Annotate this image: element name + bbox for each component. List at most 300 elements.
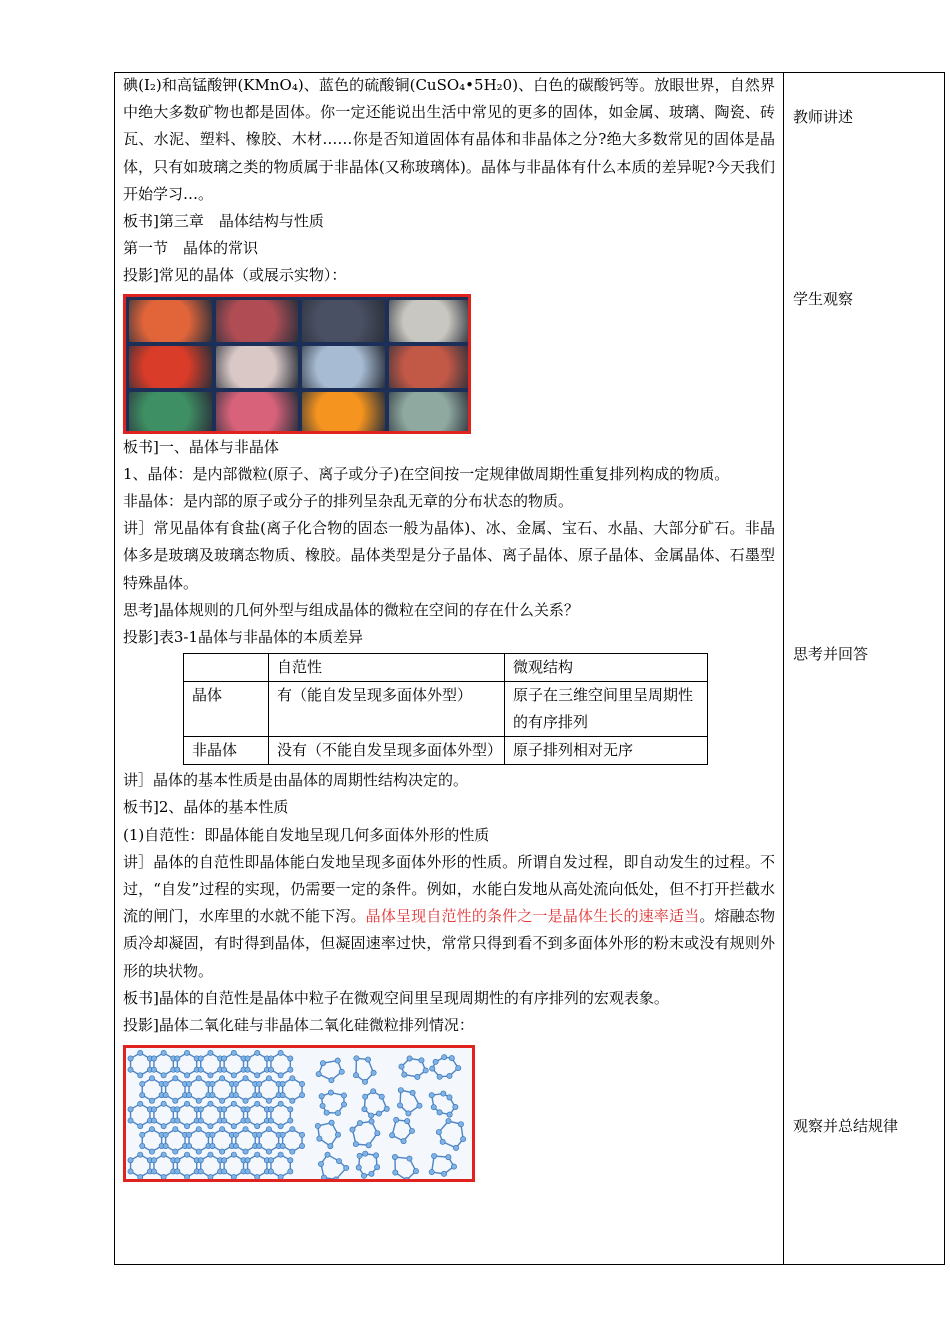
amorphous-definition: 非晶体：是内部的原子或分子的排列呈杂乱无章的分布状态的物质。 — [123, 492, 574, 511]
atom — [290, 1076, 295, 1081]
atom — [161, 1152, 166, 1157]
atom — [184, 1073, 189, 1078]
hexagon-ring — [177, 1053, 196, 1075]
atom — [278, 1124, 283, 1129]
atom — [149, 1149, 154, 1154]
atom — [419, 1058, 424, 1063]
lecture-basic-property: 讲］晶体的基本性质是由晶体的周期性结构决定的。 — [123, 771, 469, 790]
atom — [376, 1111, 381, 1116]
atom — [430, 1066, 435, 1071]
atom — [255, 1175, 260, 1180]
atom — [138, 1051, 143, 1056]
hexagon-ring — [131, 1155, 150, 1177]
atom — [233, 1144, 238, 1149]
atom — [161, 1073, 166, 1078]
atom — [320, 1103, 325, 1108]
crystal-sample — [302, 300, 385, 342]
atom — [128, 1158, 133, 1163]
atom — [278, 1152, 283, 1157]
atom — [341, 1093, 346, 1098]
atom — [266, 1127, 271, 1132]
hexagon-ring — [224, 1053, 243, 1075]
atom — [138, 1101, 143, 1106]
atom — [415, 1075, 420, 1080]
table-row — [184, 737, 708, 765]
atom — [336, 1159, 341, 1164]
crystal-sample — [129, 300, 212, 342]
atom — [151, 1107, 156, 1112]
column-divider — [783, 72, 784, 1265]
board-heading-2: 板书]2、晶体的基本性质 — [123, 798, 289, 817]
atom — [231, 1051, 236, 1056]
side-note-think: 思考并回答 — [793, 645, 869, 663]
atom — [184, 1124, 189, 1129]
atom — [407, 1156, 412, 1161]
hexagon-ring — [283, 1079, 302, 1101]
atom — [399, 1064, 404, 1069]
atom — [208, 1101, 213, 1106]
atom — [128, 1107, 133, 1112]
atom — [151, 1056, 156, 1061]
hexagon-ring — [212, 1079, 231, 1101]
table-header-cell: 微观结构 — [505, 654, 708, 682]
table-cell: 原子排列相对无序 — [505, 737, 708, 765]
atom — [365, 1057, 370, 1062]
atom — [392, 1155, 397, 1160]
hexagon-ring — [248, 1155, 267, 1177]
atom — [431, 1105, 436, 1110]
atom — [278, 1051, 283, 1056]
atom — [255, 1124, 260, 1129]
atom — [363, 1151, 368, 1156]
atom — [266, 1098, 271, 1103]
crystal-grid — [126, 297, 471, 434]
atom — [320, 1061, 325, 1066]
atom — [222, 1118, 227, 1123]
hexagon-ring — [224, 1155, 243, 1177]
atom — [245, 1118, 250, 1123]
atom — [353, 1073, 358, 1078]
hexagon-ring — [131, 1053, 150, 1075]
atom — [268, 1169, 273, 1174]
atom — [362, 1107, 367, 1112]
atom — [406, 1111, 411, 1116]
atom — [299, 1144, 304, 1149]
atom — [208, 1073, 213, 1078]
atom — [196, 1076, 201, 1081]
atom — [401, 1139, 406, 1144]
atom — [233, 1093, 238, 1098]
atom — [453, 1105, 458, 1110]
projection-crystals-caption: 投影]常见的晶体（或展示实物）： — [123, 266, 347, 285]
atom — [288, 1107, 293, 1112]
crystal-sample — [389, 392, 472, 434]
atom — [184, 1175, 189, 1180]
atom — [210, 1144, 215, 1149]
atom — [173, 1149, 178, 1154]
atom — [257, 1144, 262, 1149]
atom — [140, 1144, 145, 1149]
atom — [398, 1088, 403, 1093]
hexagon-ring — [166, 1079, 185, 1101]
hexagon-ring — [224, 1104, 243, 1126]
atom — [219, 1098, 224, 1103]
atom — [394, 1118, 399, 1123]
table-cell: 原子在三维空间里呈周期性的有序排列 — [505, 682, 708, 737]
atom — [196, 1127, 201, 1132]
atom — [161, 1175, 166, 1180]
atom — [437, 1110, 442, 1115]
atom — [366, 1143, 371, 1148]
table-row — [184, 682, 708, 737]
hexagon-ring — [259, 1129, 278, 1151]
atom — [128, 1056, 133, 1061]
atom — [184, 1101, 189, 1106]
atom — [280, 1082, 285, 1087]
atom — [184, 1051, 189, 1056]
atom — [375, 1131, 380, 1136]
atom — [374, 1165, 379, 1170]
atom — [151, 1067, 156, 1072]
hexagon-ring — [271, 1104, 290, 1126]
atom — [288, 1067, 293, 1072]
atom — [290, 1098, 295, 1103]
atom — [413, 1169, 418, 1174]
atom — [268, 1118, 273, 1123]
atom — [198, 1169, 203, 1174]
atom — [208, 1175, 213, 1180]
atom — [288, 1118, 293, 1123]
main-column — [123, 72, 775, 1182]
atom — [219, 1149, 224, 1154]
crystal-sample — [302, 392, 385, 434]
atom — [329, 1078, 334, 1083]
atom — [243, 1098, 248, 1103]
atom — [384, 1107, 389, 1112]
atom — [268, 1056, 273, 1061]
atom — [325, 1152, 330, 1157]
atom — [315, 1124, 320, 1129]
atom — [138, 1175, 143, 1180]
atom — [163, 1082, 168, 1087]
lecture-text: 讲］晶体的自范性即晶体能白发地呈现多面体外形的性质。所谓自发过程，即自动发生的过程。不过，“自发”过程的实现，仍需要一定的条件。例如，水能白发地从高处流向低处，但不打开拦截水流的闸门，水库里的水就不能下泻。 — [123, 852, 775, 926]
atom — [149, 1098, 154, 1103]
hexagon-ring — [189, 1129, 208, 1151]
hexagon-ring — [142, 1079, 161, 1101]
hexagon-ring — [259, 1079, 278, 1101]
crystal-sample — [216, 392, 299, 434]
atom — [410, 1090, 415, 1095]
atom — [341, 1102, 346, 1107]
atom — [290, 1149, 295, 1154]
atom — [417, 1103, 422, 1108]
atom — [328, 1090, 333, 1095]
atom — [175, 1118, 180, 1123]
chapter-heading: 板书]第三章 晶体结构与性质 — [123, 212, 324, 231]
atom — [447, 1095, 452, 1100]
lecture-self-shaping — [123, 849, 775, 985]
atom — [163, 1132, 168, 1137]
atom — [453, 1146, 458, 1151]
atom — [151, 1169, 156, 1174]
atom — [350, 1127, 355, 1132]
atom — [288, 1169, 293, 1174]
atom — [407, 1056, 412, 1061]
irregular-ring — [400, 1090, 419, 1113]
crystal-sample — [129, 346, 212, 388]
atom — [280, 1144, 285, 1149]
atom — [278, 1073, 283, 1078]
atom — [186, 1082, 191, 1087]
atom — [243, 1076, 248, 1081]
atom — [231, 1124, 236, 1129]
atom — [339, 1069, 344, 1074]
hexagon-ring — [271, 1053, 290, 1075]
atom — [440, 1139, 445, 1144]
hexagon-ring — [236, 1079, 255, 1101]
atom — [140, 1082, 145, 1087]
atom — [335, 1111, 340, 1116]
emphasis-text: 晶体呈现自范性的条件之一是晶体生长的速率适当 — [365, 907, 700, 926]
hexagon-ring — [177, 1155, 196, 1177]
atom — [231, 1073, 236, 1078]
hexagon-ring — [154, 1104, 173, 1126]
table-header-cell — [184, 654, 269, 682]
atom — [456, 1066, 461, 1071]
atom — [460, 1137, 465, 1142]
atom — [128, 1067, 133, 1072]
atom — [149, 1076, 154, 1081]
atom — [196, 1149, 201, 1154]
atom — [433, 1059, 438, 1064]
crystal-sample — [389, 300, 472, 342]
hexagon-ring — [131, 1104, 150, 1126]
crystal-sample — [302, 346, 385, 388]
atom — [431, 1154, 436, 1159]
atom — [436, 1130, 441, 1135]
atom — [186, 1144, 191, 1149]
hexagon-ring — [154, 1155, 173, 1177]
atom — [280, 1093, 285, 1098]
atom — [404, 1178, 409, 1183]
atom — [198, 1056, 203, 1061]
side-note-summarize: 观察并总结规律 — [793, 1117, 899, 1135]
atom — [299, 1132, 304, 1137]
crystal-photo — [123, 294, 471, 434]
atom — [257, 1082, 262, 1087]
atom — [198, 1067, 203, 1072]
atom — [175, 1169, 180, 1174]
atom — [356, 1165, 361, 1170]
atom — [290, 1127, 295, 1132]
atom — [369, 1119, 374, 1124]
board-self-shaping-summary: 板书]晶体的自范性是晶体中粒子在微观空间里呈现周期性的有序排列的宏观表象。 — [123, 988, 669, 1007]
atom — [222, 1107, 227, 1112]
atom — [357, 1121, 362, 1126]
atom — [245, 1158, 250, 1163]
atom — [449, 1056, 454, 1061]
atom — [266, 1076, 271, 1081]
sio2-lattice-illustration — [126, 1048, 475, 1182]
atom — [210, 1132, 215, 1137]
hexagon-ring — [166, 1129, 185, 1151]
atom — [128, 1169, 133, 1174]
atom — [328, 1144, 333, 1149]
atom — [128, 1118, 133, 1123]
crystal-sample — [129, 392, 212, 434]
atom — [362, 1079, 367, 1084]
crystal-sample — [216, 300, 299, 342]
atom — [317, 1136, 322, 1141]
atom — [268, 1067, 273, 1072]
atom — [379, 1094, 384, 1099]
atom — [257, 1093, 262, 1098]
atom — [316, 1072, 321, 1077]
atom — [299, 1093, 304, 1098]
hexagon-ring — [248, 1053, 267, 1075]
atom — [266, 1149, 271, 1154]
atom — [175, 1158, 180, 1163]
atom — [371, 1070, 376, 1075]
table-cell: 晶体 — [184, 682, 269, 737]
atom — [429, 1093, 434, 1098]
atom — [138, 1073, 143, 1078]
atom — [371, 1089, 376, 1094]
lecture-text-cont: 。熔融态物质冷却凝固，有时得到晶体，但凝固速率过快，常常只得到看不到多面体外形的粉末或没有规则外形的块状物。 — [123, 907, 775, 980]
atom — [231, 1152, 236, 1157]
atom — [186, 1093, 191, 1098]
atom — [255, 1152, 260, 1157]
atom — [175, 1067, 180, 1072]
irregular-ring — [322, 1093, 344, 1114]
sio2-lattice-photo — [123, 1045, 475, 1182]
atom — [173, 1098, 178, 1103]
atom — [210, 1093, 215, 1098]
hexagon-ring — [201, 1104, 220, 1126]
atom — [243, 1127, 248, 1132]
atom — [231, 1101, 236, 1106]
atom — [447, 1074, 452, 1079]
atom — [184, 1152, 189, 1157]
atom — [231, 1175, 236, 1180]
atom — [219, 1076, 224, 1081]
atom — [175, 1107, 180, 1112]
atom — [175, 1056, 180, 1061]
atom — [441, 1171, 446, 1176]
hexagon-ring — [248, 1104, 267, 1126]
atom — [268, 1158, 273, 1163]
atom — [288, 1056, 293, 1061]
atom — [447, 1112, 452, 1117]
side-note-teacher: 教师讲述 — [793, 108, 854, 126]
atom — [280, 1132, 285, 1137]
hexagon-ring — [189, 1079, 208, 1101]
atom — [318, 1162, 323, 1167]
atom — [446, 1155, 451, 1160]
atom — [233, 1082, 238, 1087]
atom — [361, 1173, 366, 1178]
crystal-definition: 1、晶体：是内部微粒(原子、离子或分子)在空间按一定规律做周期性重复排列构成的物质。 — [123, 464, 730, 483]
self-shaping-definition: (1)自范性：即晶体能自发地呈现几何多面体外形的性质 — [123, 825, 490, 844]
irregular-ring — [395, 1157, 416, 1180]
atom — [243, 1149, 248, 1154]
atom — [196, 1098, 201, 1103]
atom — [186, 1132, 191, 1137]
atom — [423, 1068, 428, 1073]
hexagon-ring — [201, 1053, 220, 1075]
atom — [222, 1158, 227, 1163]
projection-sio2-caption: 投影]晶体二氧化硅与非晶体二氧化硅微粒排列情况： — [123, 1016, 474, 1035]
table-cell: 有（能自发呈现多面体外型） — [269, 682, 505, 737]
atom — [321, 1175, 326, 1180]
atom — [151, 1158, 156, 1163]
atom — [198, 1107, 203, 1112]
atom — [363, 1094, 368, 1099]
hexagon-ring — [212, 1129, 231, 1151]
atom — [245, 1169, 250, 1174]
intro-paragraph: 碘(I₂)和高锰酸钾(KMnO₄)、蓝色的硫酸铜(CuSO₄•5H₂0)、白色的碳酸钙等。放眼世界，自然界中绝大多数矿物也都是固体。你一定还能说出生活中常见的更多的固体，如金属、玻璃、陶瓷、砖瓦、水泥、塑料、橡胶、木材……你是否知道固体有晶体和非晶体之分?绝大多数常见的固体是晶体，只有如玻璃之类的物质属于非晶体(又称玻璃体)。晶体与非晶体有什么本质的差异呢?今天我们开始学习…。 — [123, 76, 775, 203]
atom — [299, 1082, 304, 1087]
atom — [442, 1055, 447, 1060]
atom — [161, 1051, 166, 1056]
hexagon-ring — [154, 1053, 173, 1075]
atom — [140, 1132, 145, 1137]
board-heading-1: 板书]一、晶体与非晶体 — [123, 437, 279, 456]
atom — [405, 1119, 410, 1124]
section-heading: 第一节 晶体的常识 — [123, 239, 259, 258]
atom — [173, 1127, 178, 1132]
table-cell: 没有（不能自发呈现多面体外型） — [269, 737, 505, 765]
atom — [319, 1094, 324, 1099]
atom — [357, 1153, 362, 1158]
table-row — [184, 654, 708, 682]
atom — [161, 1101, 166, 1106]
hexagon-ring — [283, 1129, 302, 1151]
atom — [222, 1169, 227, 1174]
atom — [429, 1170, 434, 1175]
atom — [373, 1153, 378, 1158]
atom — [222, 1067, 227, 1072]
table-cell: 非晶体 — [184, 737, 269, 765]
irregular-ring — [356, 1059, 374, 1082]
atom — [138, 1152, 143, 1157]
atom — [219, 1127, 224, 1132]
atom — [233, 1132, 238, 1137]
atom — [222, 1056, 227, 1061]
atom — [140, 1093, 145, 1098]
atom — [138, 1124, 143, 1129]
atom — [245, 1107, 250, 1112]
atom — [210, 1082, 215, 1087]
atom — [208, 1051, 213, 1056]
side-note-observe: 学生观察 — [793, 290, 854, 308]
atom — [161, 1124, 166, 1129]
hexagon-ring — [236, 1129, 255, 1151]
atom — [329, 1120, 334, 1125]
atom — [173, 1076, 178, 1081]
table-header-cell: 自范性 — [269, 654, 505, 682]
atom — [344, 1166, 349, 1171]
atom — [278, 1175, 283, 1180]
atom — [437, 1074, 442, 1079]
atom — [409, 1129, 414, 1134]
atom — [393, 1170, 398, 1175]
atom — [208, 1124, 213, 1129]
atom — [245, 1067, 250, 1072]
atom — [163, 1144, 168, 1149]
atom — [208, 1152, 213, 1157]
atom — [441, 1091, 446, 1096]
